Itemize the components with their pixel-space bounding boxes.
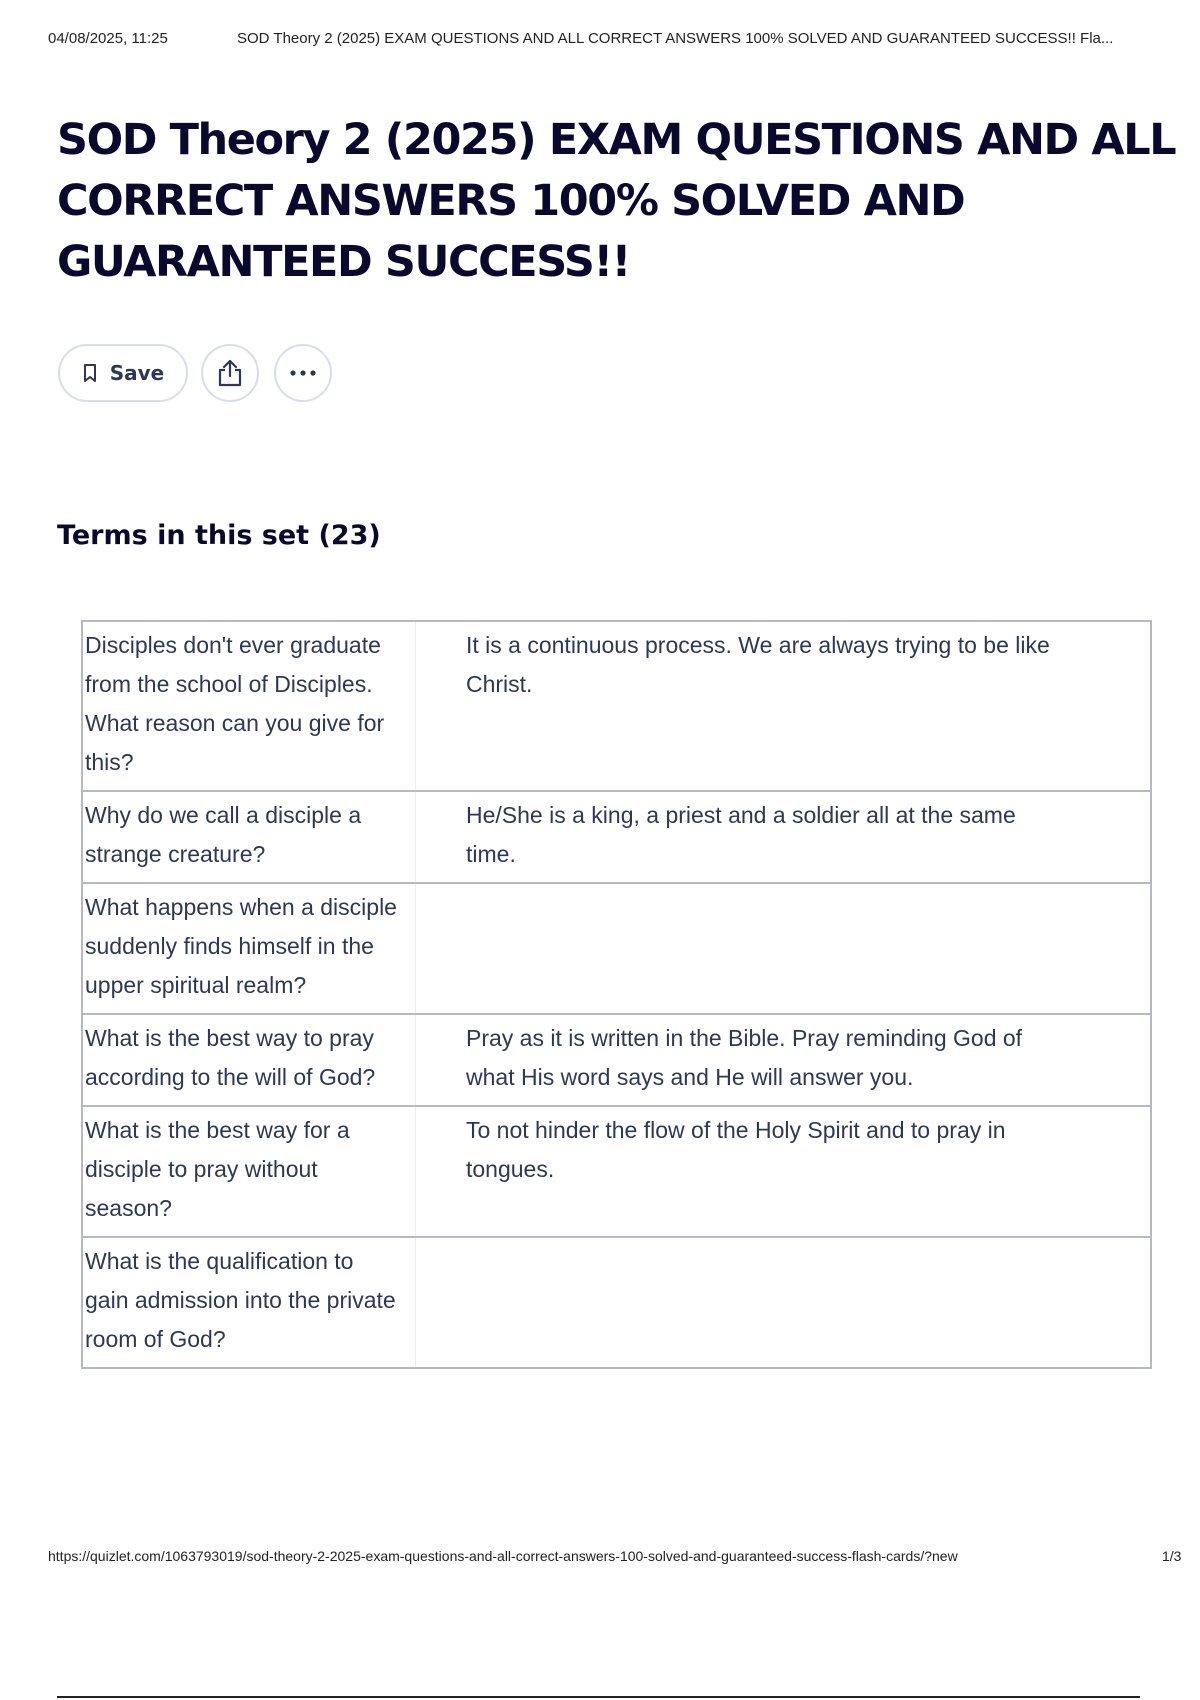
share-icon	[216, 358, 244, 388]
term-row	[82, 1014, 1151, 1106]
print-page-number: 1/3	[1162, 1548, 1182, 1564]
definition-text	[416, 1237, 1152, 1368]
term-row	[82, 621, 1151, 791]
term-text: What is the best way for a disciple to pray without season?	[82, 1106, 416, 1237]
bookmark-icon	[82, 363, 98, 383]
term-row	[82, 1237, 1151, 1368]
term-text: What is the qualification to gain admission into the private room of God?	[82, 1237, 416, 1368]
save-button[interactable]	[58, 344, 188, 402]
definition-text	[416, 883, 1152, 1014]
save-button-label: Save	[109, 361, 165, 385]
terms-table	[81, 620, 1152, 1369]
share-button[interactable]	[201, 344, 259, 402]
print-header	[0, 0, 1200, 60]
more-horizontal-icon	[288, 369, 318, 377]
page-title: SOD Theory 2 (2025) EXAM QUESTIONS AND ALL CORRECT ANSWERS 100% SOLVED AND GUARANTEED SUCCESS!!	[57, 115, 1176, 287]
definition-text: It is a continuous process. We are always trying to be like Christ.	[416, 621, 1152, 791]
definition-text: He/She is a king, a priest and a soldier all at the same time.	[416, 791, 1152, 883]
print-page-title: SOD Theory 2 (2025) EXAM QUESTIONS AND ALL CORRECT ANSWERS 100% SOLVED AND GUARANTEED SUCCESS!! Fla...	[237, 30, 1114, 47]
term-text: Disciples don't ever graduate from the school of Disciples. What reason can you give for this?	[82, 621, 416, 791]
term-text: Why do we call a disciple a strange creature?	[82, 791, 416, 883]
bottom-divider	[57, 1696, 1140, 1698]
term-text: What happens when a disciple suddenly finds himself in the upper spiritual realm?	[82, 883, 416, 1014]
term-row	[82, 791, 1151, 883]
term-text: What is the best way to pray according to the will of God?	[82, 1014, 416, 1106]
definition-text: To not hinder the flow of the Holy Spirit and to pray in tongues.	[416, 1106, 1152, 1237]
more-options-button[interactable]	[274, 344, 332, 402]
terms-heading: Terms in this set (23)	[57, 520, 381, 551]
definition-text: Pray as it is written in the Bible. Pray reminding God of what His word says and He will answer you.	[416, 1014, 1152, 1106]
print-date: 04/08/2025, 11:25	[48, 30, 168, 47]
term-row	[82, 883, 1151, 1014]
term-row	[82, 1106, 1151, 1237]
print-footer-url: https://quizlet.com/1063793019/sod-theory-2-2025-exam-questions-and-all-correct-answers-100-solved-and-guaranteed-success-flash-cards/?new	[48, 1548, 958, 1564]
